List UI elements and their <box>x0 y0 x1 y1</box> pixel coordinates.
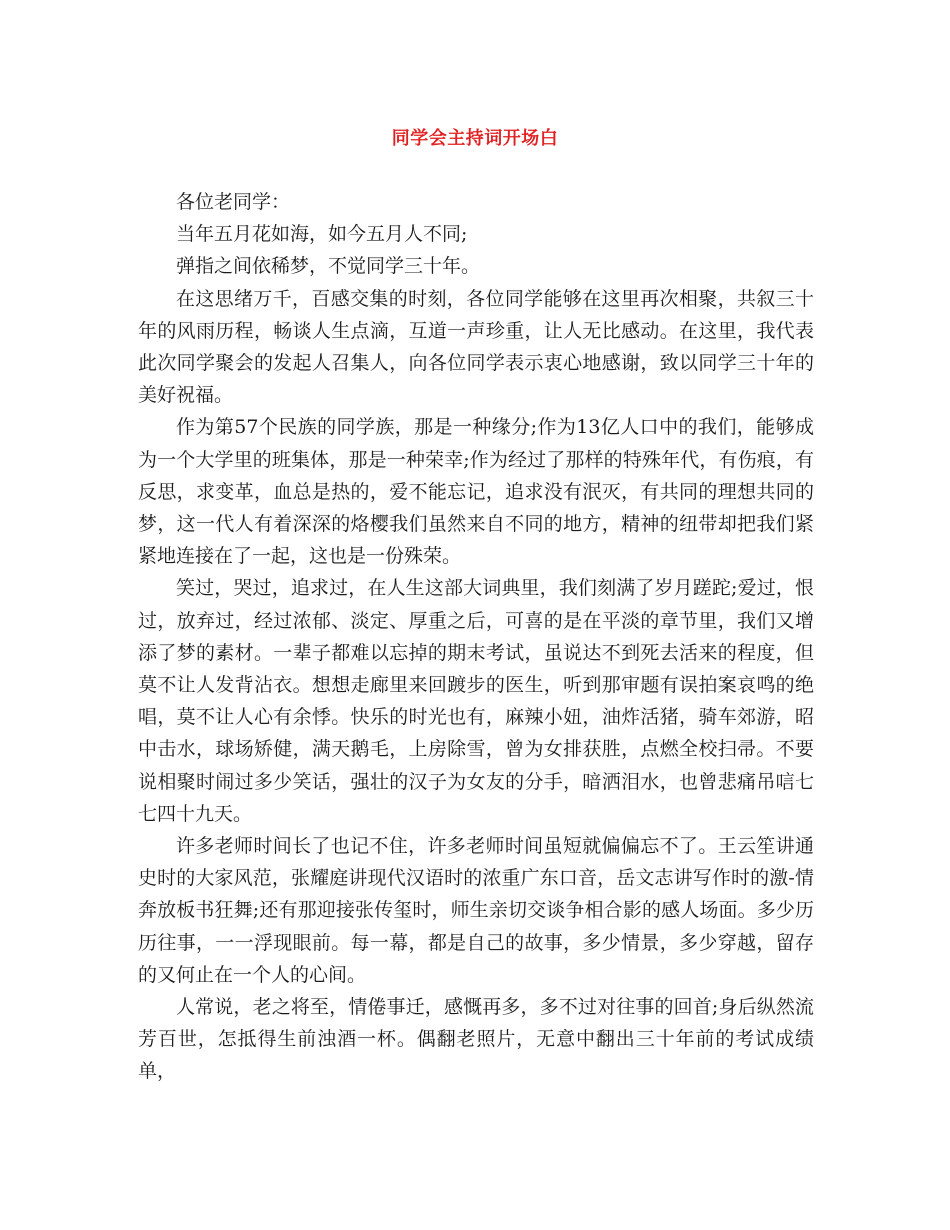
paragraph-verse-1: 当年五月花如海，如今五月人不同; <box>176 223 468 246</box>
paragraph: 作为第57个民族的同学族，那是一种缘分;作为13亿人口中的我们，能够成为一个大学里的班集体，那是一种荣幸;作为经过了那样的特殊年代，有伤痕，有反思，求变革，血总是热的，爱不能忘记，追求没有泯灭，有共同的理想共同的梦，这一代人有着深深的烙樱我们虽然来自不同的地方，精神的纽带却把我们紧紧地连接在了一起，这也是一份殊荣。 <box>138 416 814 568</box>
paragraph-greeting: 各位老同学： <box>176 191 291 213</box>
document-title: 同学会主持词开场白 <box>391 128 559 149</box>
paragraph: 笑过，哭过，追求过，在人生这部大词典里，我们刻满了岁月蹉跎;爱过，恨过，放弃过，经过浓郁、淡定、厚重之后，可喜的是在平淡的章节里，我们又增添了梦的素材。一辈子都难以忘掉的期末考试，虽说达不到死去活来的程度，但莫不让人发背沾衣。想想走廊里来回踱步的医生，听到那审题有误拍案哀鸣的绝唱，莫不让人心有余悸。快乐的时光也有，麻辣小妞，油炸活猪，骑车郊游，昭中击水，球场矫健，满天鹅毛，上房除雪，曾为女排获胜，点燃全校扫帚。不要说相聚时闹过多少笑话，强壮的汉子为女友的分手，暗洒泪水，也曾悲痛吊唁七七四十九天。 <box>138 577 814 825</box>
document-body <box>138 186 814 1088</box>
paragraph: 许多老师时间长了也记不住，许多老师时间虽短就偏偏忘不了。王云笙讲通史时的大家风范，张耀庭讲现代汉语时的浓重广东口音，岳文志讲写作时的激-情奔放板书狂舞;还有那迎接张传玺时，师生亲切交谈争相合影的感人场面。多少历历往事，一一浮现眼前。每一幕，都是自己的故事，多少情景，多少穿越，留存的又何止在一个人的心间。 <box>138 835 814 986</box>
paragraph-verse-2: 弹指之间依稀梦，不觉同学三十年。 <box>176 255 481 278</box>
paragraph: 在这思绪万千，百感交集的时刻，各位同学能够在这里再次相聚，共叙三十年的风雨历程，畅谈人生点滴，互道一声珍重，让人无比感动。在这里，我代表此次同学聚会的发起人召集人，向各位同学表示衷心地感谢，致以同学三十年的美好祝福。 <box>138 287 814 407</box>
paragraph: 人常说，老之将至，情倦事迁，感慨再多，多不过对往事的回首;身后纵然流芳百世，怎抵得生前浊酒一杯。偶翻老照片，无意中翻出三十年前的考试成绩单， <box>138 996 814 1083</box>
